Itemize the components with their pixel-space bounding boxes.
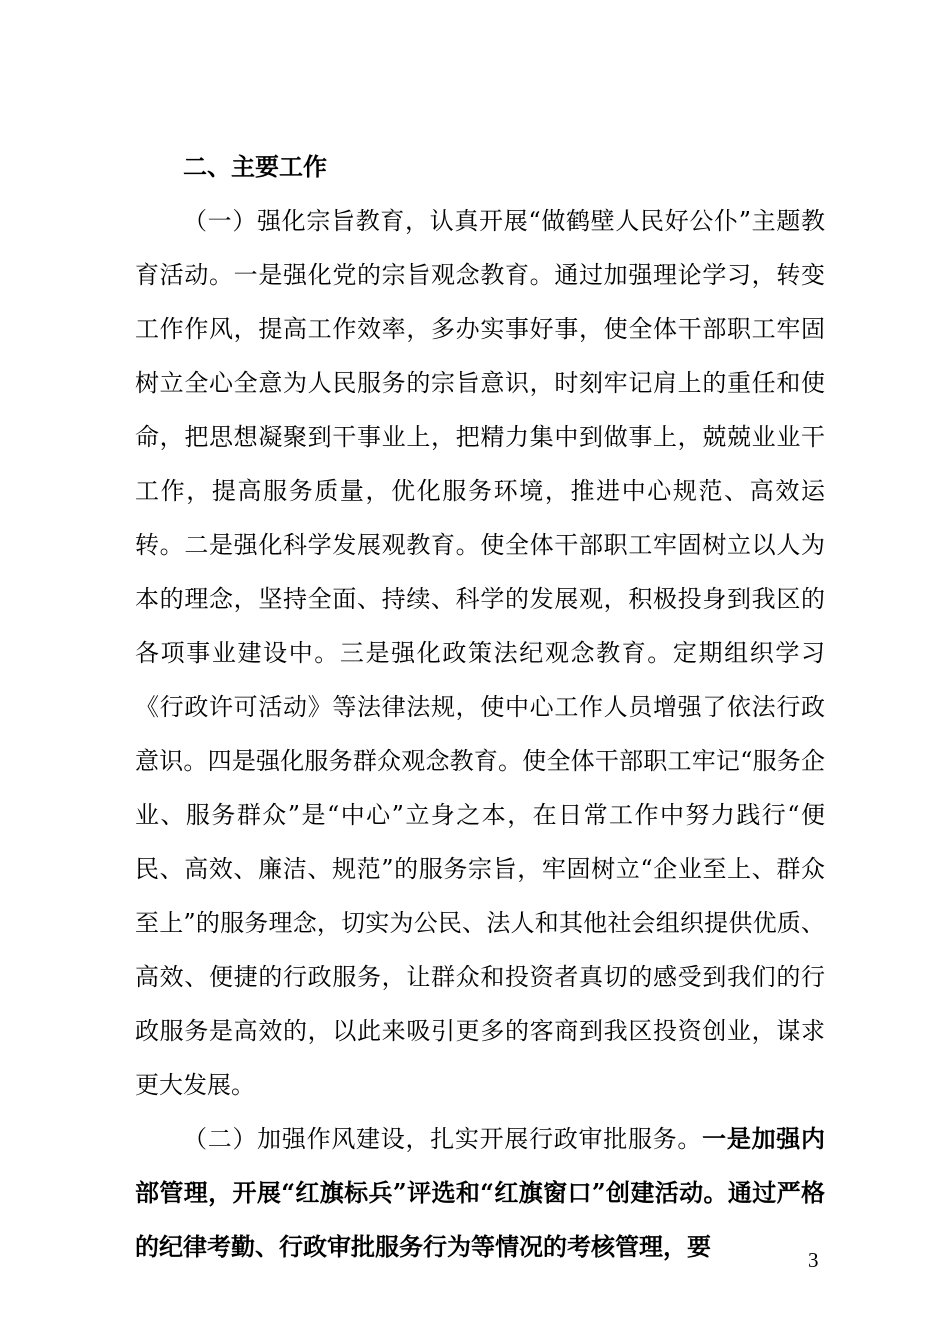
paragraph-work-style-building — [135, 1112, 825, 1274]
document-body — [135, 140, 825, 1274]
paragraph-bold-text: 一是加强内部管理，开展“红旗标兵”评选和“红旗窗口”创建活动。通过严格的纪律考勤、行政审批服务行为等情况的考核管理，要 — [135, 1124, 826, 1261]
page-number: 3 — [808, 1248, 819, 1272]
section-heading: 二、主要工作 — [183, 153, 327, 181]
paragraph-strengthen-purpose-education: （一）强化宗旨教育，认真开展“做鹤壁人民好公仆”主题教育活动。一是强化党的宗旨观念教育。通过加强理论学习，转变工作作风，提高工作效率，多办实事好事，使全体干部职工牢固树立全心全意为人民服务的宗旨意识，时刻牢记肩上的重任和使命，把思想凝聚到干事业上，把精力集中到做事上，兢兢业业干工作，提高服务质量，优化服务环境，推进中心规范、高效运转。二是强化科学发展观教育。使全体干部职工牢固树立以人为本的理念，坚持全面、持续、科学的发展观，积极投身到我区的各项事业建设中。三是强化政策法纪观念教育。定期组织学习《行政许可活动》等法律法规，使中心工作人员增强了依法行政意识。四是强化服务群众观念教育。使全体干部职工牢记“服务企业、服务群众”是“中心”立身之本，在日常工作中努力践行“便民、高效、廉洁、规范”的服务宗旨，牢固树立“企业至上、群众至上”的服务理念，切实为公民、法人和其他社会组织提供优质、高效、便捷的行政服务，让群众和投资者真切的感受到我们的行政服务是高效的，以此来吸引更多的客商到我区投资创业，谋求更大发展。 — [135, 207, 825, 1099]
paragraph-lead-text: （二）加强作风建设，扎实开展行政审批服务。 — [183, 1125, 703, 1153]
